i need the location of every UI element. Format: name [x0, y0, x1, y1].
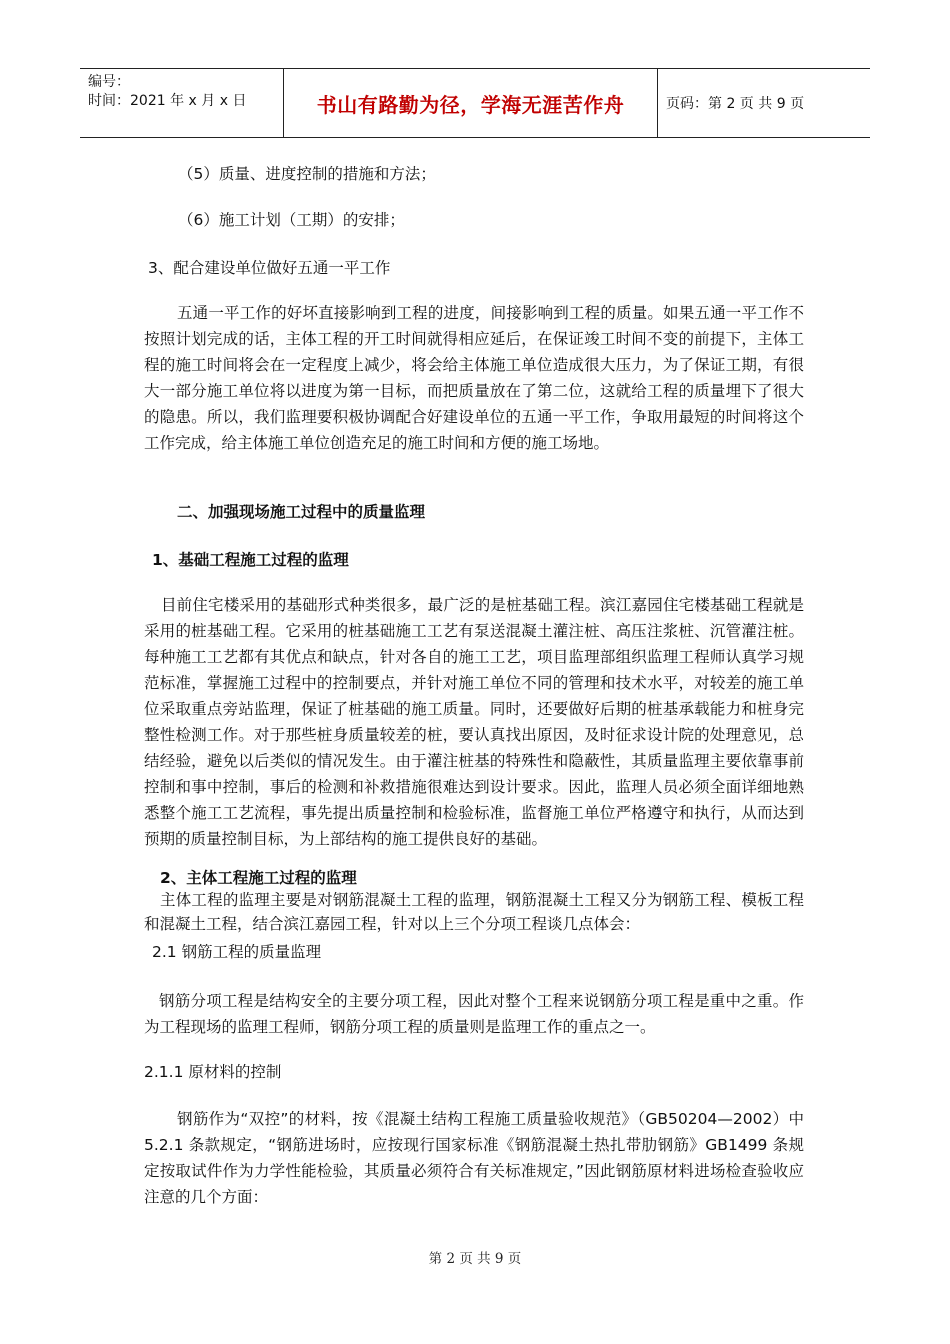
heading-quality-supervision: 二、加强现场施工过程中的质量监理	[177, 503, 426, 521]
heading-main-structure: 2、主体工程施工过程的监理	[160, 869, 357, 887]
paragraph-wutong: 五通一平工作的好坏直接影响到工程的进度，间接影响到工程的质量。如果五通一平工作不按照计划完成的话，主体工程的开工时间就得相应延后，在保证竣工时间不变的前提下，主体工程的施工时间将会在一定程度上减少，将会给主体施工单位造成很大压力，为了保证工期，有很大一部分施工单位将以进度为第一目标，而把质量放在了第二位，这就给工程的质量埋下了很大的隐患。所以，我们监理要积极协调配合好建设单位的五通一平工作，争取用最短的时间将这个工作完成，给主体施工单位创造充足的施工时间和方便的施工场地。	[144, 304, 804, 452]
list-item-5: （5）质量、进度控制的措施和方法；	[178, 165, 436, 183]
page-header	[80, 68, 870, 138]
header-meta	[80, 69, 283, 137]
paragraph-rebar: 钢筋分项工程是结构安全的主要分项工程，因此对整个工程来说钢筋分项工程是重中之重。作为工程现场的监理工程师，钢筋分项工程的质量则是监理工作的重点之一。	[144, 992, 804, 1036]
paragraph-foundation: 目前住宅楼采用的基础形式种类很多，最广泛的是桩基础工程。滨江嘉园住宅楼基础工程就是采用的桩基础工程。它采用的桩基础施工工艺有泵送混凝土灌注桩、高压注浆桩、沉管灌注桩。每种施工工艺都有其优点和缺点，针对各自的施工工艺，项目监理部组织监理工程师认真学习规范标准，掌握施工过程中的控制要点，并针对施工单位不同的管理和技术水平，对较差的施工单位采取重点旁站监理，保证了桩基础的施工质量。同时，还要做好后期的桩基承载能力和桩身完整性检测工作。对于那些桩身质量较差的桩，要认真找出原因，及时征求设计院的处理意见，总结经验，避免以后类似的情况发生。由于灌注桩基的特殊性和隐蔽性，其质量监理主要依靠事前控制和事中控制，事后的检测和补救措施很难达到设计要求。因此，监理人员必须全面详细地熟悉整个施工工艺流程，事先提出质量控制和检验标准，监督施工单位严格遵守和执行，从而达到预期的质量控制目标，为上部结构的施工提供良好的基础。	[144, 596, 804, 848]
header-motto: 书山有路勤为径，学海无涯苦作舟	[283, 69, 658, 137]
subheading-rebar: 2.1 钢筋工程的质量监理	[152, 943, 322, 961]
header-page-info: 页码：第 2 页 共 9 页	[666, 96, 805, 112]
heading-foundation: 1、基础工程施工过程的监理	[152, 551, 349, 569]
paragraph-main-structure: 主体工程的监理主要是对钢筋混凝土工程的监理，钢筋混凝土工程又分为钢筋工程、模板工程和混凝土工程，结合滨江嘉园工程，针对以上三个分项工程谈几点体会：	[144, 891, 804, 933]
section-3-title: 3、配合建设单位做好五通一平工作	[148, 259, 391, 277]
paragraph-raw-material: 钢筋作为“双控”的材料，按《混凝土结构工程施工质量验收规范》（GB50204—2002）中 5.2.1 条款规定，“钢筋进场时，应按现行国家标准《钢筋混凝土热扎带肋钢筋》GB1499 条规定按取试件作为力学性能检验，其质量必须符合有关标准规定，”因此钢筋原材料进场检查验收应注意的几个方面：	[144, 1110, 804, 1206]
subheading-raw-material: 2.1.1 原材料的控制	[144, 1063, 282, 1081]
number-label: 编号：	[88, 74, 130, 90]
page-footer: 第 2 页 共 9 页	[428, 1251, 522, 1267]
list-item-6: （6）施工计划（工期）的安排；	[178, 211, 405, 229]
date-label: 时间：2021 年 x 月 x 日	[88, 93, 247, 109]
